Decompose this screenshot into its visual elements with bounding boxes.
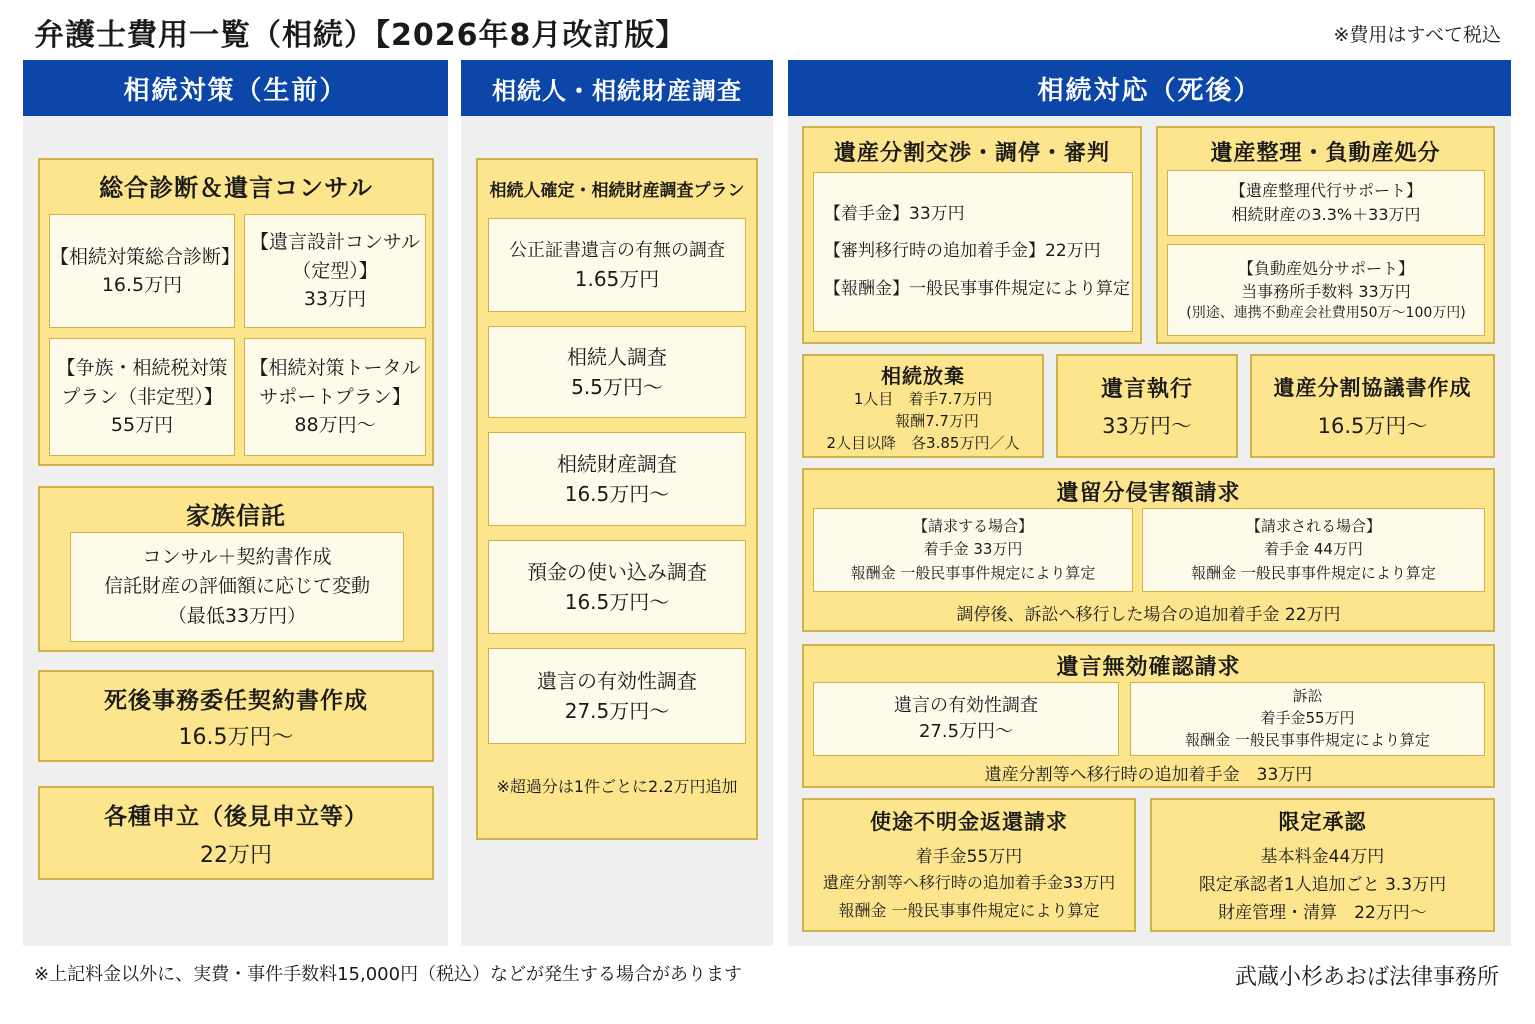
seiri-b-note: (別途、連携不動産会社費用50万～100万円) <box>1186 305 1466 322</box>
column-heading-seizen: 相続対策（生前） <box>23 60 448 116</box>
column-chosa <box>461 60 773 946</box>
sogo-item-4-price: 88万円～ <box>294 414 376 437</box>
mukou-note: 遺産分割等へ移行時の追加着手金 33万円 <box>984 765 1313 785</box>
firm-name: 武蔵小杉あおば法律事務所 <box>1234 965 1499 990</box>
column-heading-chosa: 相続人・相続財産調査 <box>461 60 773 116</box>
kazoku-title: 家族信託 <box>186 502 286 530</box>
sogo-item-2-label2: （定型）】 <box>292 259 378 282</box>
chosa-item-5-name: 遺言の有効性調査 <box>537 669 697 693</box>
iryubun-a-label: 【請求する場合】 <box>912 517 1033 536</box>
sogo-item-3-price: 55万円 <box>110 414 174 437</box>
shikko-price: 33万円～ <box>1102 414 1192 438</box>
chosa-plan-title: 相続人確定・相続財産調査プラン <box>489 181 745 201</box>
bunkatsu-box <box>802 126 1142 344</box>
shito-title: 使途不明金返還請求 <box>870 810 1068 834</box>
seiri-a-price: 相続財産の3.3%＋33万円 <box>1231 205 1421 224</box>
mukou-a-label: 遺言の有効性調査 <box>894 694 1038 716</box>
kakushu-box <box>38 786 434 880</box>
chosa-item-1 <box>488 218 746 312</box>
sogo-item-1-price: 16.5万円 <box>101 274 183 296</box>
iryubun-seikyu-sareru <box>1142 508 1485 592</box>
bunkatsu-line-3: 【報酬金】一般民事事件規定により算定 <box>824 278 1130 299</box>
chosa-item-3-name: 相続財産調査 <box>557 452 677 476</box>
seiri-detail-a <box>1167 170 1485 236</box>
bunkatsu-detail <box>813 172 1133 332</box>
mukou-b-fee: 着手金55万円 <box>1260 709 1355 728</box>
chosa-note: ※超過分は1件ごとに2.2万円追加 <box>496 777 738 796</box>
houki-line-3: 2人目以降 各3.85万円／人 <box>826 434 1020 452</box>
shikko-box <box>1056 354 1238 458</box>
seiri-box <box>1156 126 1495 344</box>
chosa-item-2-name: 相続人調査 <box>567 345 667 369</box>
iryubun-title: 遺留分侵害額請求 <box>1056 481 1241 506</box>
sogo-item-4 <box>244 338 426 456</box>
chosa-item-4-name: 預金の使い込み調査 <box>527 560 707 584</box>
shito-box <box>802 798 1136 932</box>
kazoku-detail <box>70 532 404 642</box>
sogo-box <box>38 158 434 466</box>
kakushu-title: 各種申立（後見申立等） <box>104 804 368 830</box>
chosa-item-4-price: 16.5万円～ <box>564 590 670 614</box>
chosa-item-4 <box>488 540 746 634</box>
shito-line-3: 報酬金 一般民事事件規定により算定 <box>838 901 1100 920</box>
chosa-plan-box <box>476 158 758 840</box>
gentei-line-3: 財産管理・清算 22万円～ <box>1218 903 1427 923</box>
gentei-title: 限定承認 <box>1278 810 1367 834</box>
seiri-a-label: 【遺産整理代行サポート】 <box>1229 181 1422 200</box>
chosa-item-1-name: 公正証書遺言の有無の調査 <box>509 239 725 261</box>
kazoku-line-3: （最低33万円） <box>167 604 307 627</box>
mukou-sosho <box>1130 682 1485 756</box>
houki-line-2: 報酬7.7万円 <box>895 412 979 430</box>
iryubun-note: 調停後、訴訟へ移行した場合の追加着手金 22万円 <box>956 605 1341 625</box>
iryubun-seikyu-suru <box>813 508 1133 592</box>
sogo-item-2-price: 33万円 <box>303 288 367 311</box>
seiri-title: 遺産整理・負動産処分 <box>1210 141 1441 166</box>
bunkatsu-title: 遺産分割交渉・調停・審判 <box>833 141 1110 166</box>
shito-line-1: 着手金55万円 <box>915 847 1023 867</box>
kyogi-box <box>1250 354 1495 458</box>
chosa-item-2-price: 5.5万円～ <box>571 375 663 399</box>
mukou-b-reward: 報酬金 一般民事事件規定により算定 <box>1185 730 1430 749</box>
kyogi-price: 16.5万円～ <box>1317 414 1428 438</box>
sogo-item-3-label: 【争族・相続税対策 <box>56 357 228 380</box>
bunkatsu-line-2: 【審判移行時の追加着手金】22万円 <box>824 241 1101 262</box>
kazoku-line-2: 信託財産の評価額に応じて変動 <box>103 575 370 598</box>
column-heading-shigo: 相続対応（死後） <box>788 60 1511 116</box>
chosa-item-1-price: 1.65万円 <box>574 266 660 291</box>
seiri-b-label: 【負動産処分サポート】 <box>1237 258 1414 278</box>
page-title: 弁護士費用一覧（相続）【2026年8月改訂版】 <box>34 18 687 53</box>
column-seizen <box>23 60 448 946</box>
mukou-a-price: 27.5万円～ <box>918 721 1014 742</box>
sogo-title: 総合診断＆遺言コンサル <box>99 174 373 202</box>
seiri-b-price: 当事務所手数料 33万円 <box>1241 281 1411 301</box>
shito-line-2: 遺産分割等へ移行時の追加着手金33万円 <box>822 873 1116 892</box>
sogo-item-1-label: 【相続対策総合診断】 <box>50 245 241 268</box>
iryubun-a-fee: 着手金 33万円 <box>923 540 1023 559</box>
sogo-item-4-label2: サポートプラン】 <box>259 385 411 408</box>
houki-box <box>802 354 1044 458</box>
tax-note: ※費用はすべて税込 <box>1333 24 1501 46</box>
seiri-detail-b <box>1167 244 1485 336</box>
shikko-title: 遺言執行 <box>1100 377 1193 402</box>
houki-title: 相続放棄 <box>881 364 965 388</box>
gentei-box <box>1150 798 1495 932</box>
kakushu-price: 22万円 <box>200 843 272 868</box>
footer-note: ※上記料金以外に、実費・事件手数料15,000円（税込）などが発生する場合があります <box>34 964 743 985</box>
iryubun-b-label: 【請求される場合】 <box>1245 517 1381 536</box>
kazoku-box <box>38 486 434 652</box>
chosa-item-3-price: 16.5万円～ <box>564 482 670 506</box>
mukou-title: 遺言無効確認請求 <box>1056 655 1241 680</box>
iryubun-b-fee: 着手金 44万円 <box>1264 540 1363 559</box>
chosa-item-3 <box>488 432 746 526</box>
sogo-item-2 <box>244 214 426 328</box>
sogo-item-1 <box>49 214 241 328</box>
iryubun-b-reward: 報酬金 一般民事事件規定により算定 <box>1191 563 1436 582</box>
iryubun-a-reward: 報酬金 一般民事事件規定により算定 <box>850 563 1096 582</box>
mukou-b-label: 訴訟 <box>1292 687 1323 706</box>
kyogi-title: 遺産分割協議書作成 <box>1273 376 1472 400</box>
chosa-item-2 <box>488 326 746 418</box>
mukou-yukosei <box>813 682 1119 756</box>
houki-line-1: 1人目 着手7.7万円 <box>853 390 993 408</box>
chosa-item-5 <box>488 648 746 744</box>
sogo-item-3 <box>49 338 235 456</box>
sogo-item-2-label: 【遺言設計コンサル <box>249 231 421 254</box>
shigo-box <box>38 670 434 762</box>
shigo-price: 16.5万円～ <box>178 725 294 750</box>
iryubun-box <box>802 468 1495 632</box>
bunkatsu-line-1: 【着手金】33万円 <box>824 203 965 224</box>
chosa-item-5-price: 27.5万円～ <box>564 699 670 723</box>
mukou-box <box>802 644 1495 788</box>
column-shigo <box>788 60 1511 946</box>
kazoku-line-1: コンサル＋契約書作成 <box>142 545 332 568</box>
sogo-item-4-label: 【相続対策トータル <box>249 357 421 380</box>
shigo-title: 死後事務委任契約書作成 <box>104 688 368 714</box>
sogo-item-3-label2: プラン（非定型）】 <box>61 385 223 408</box>
gentei-line-1: 基本料金44万円 <box>1260 847 1385 867</box>
gentei-line-2: 限定承認者1人追加ごと 3.3万円 <box>1198 875 1447 895</box>
